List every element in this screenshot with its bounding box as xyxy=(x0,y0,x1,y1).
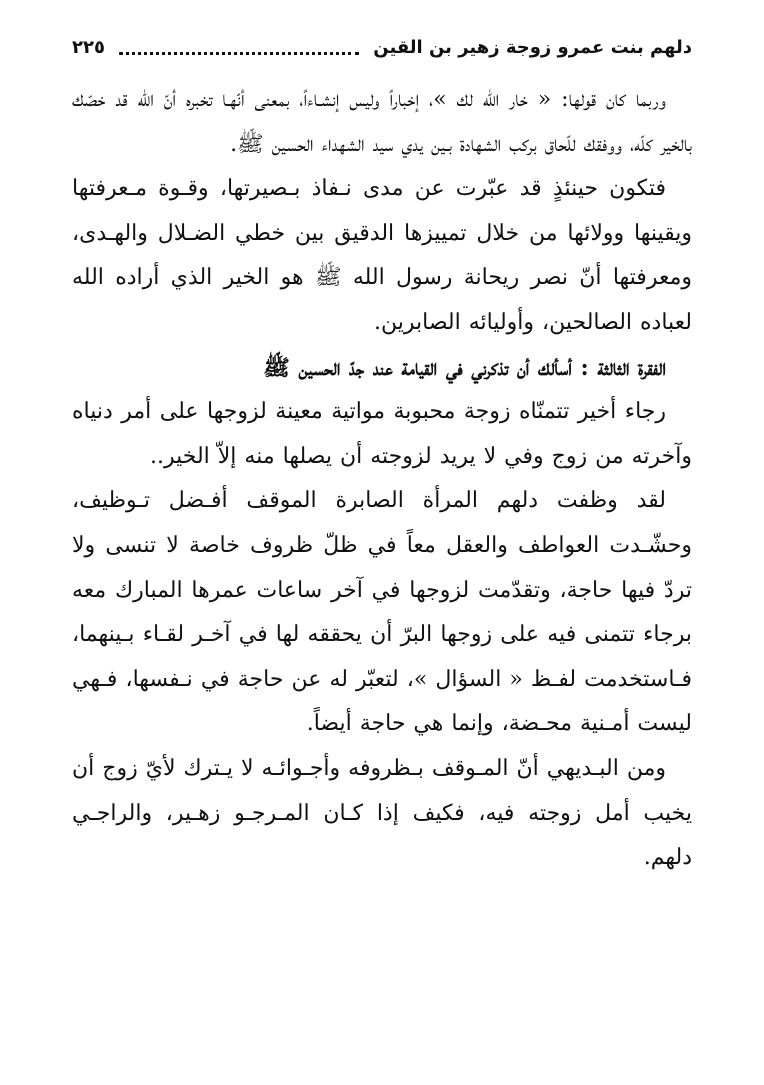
body-text xyxy=(72,78,692,1058)
leader-dots xyxy=(119,52,359,55)
paragraph-4: لقد وظفت دلهم المرأة الصابرة الموقف أفـضل تـوظيف، وحشّـدت العواطف والعقل معاً في ظلّ ظروف خاصة لا تنسى ولا تردّ فيها حاجة، وتقدّمت لزوجها في آخر ساعات عمرها المبارك معه برجاء تتمنى فيه على زوجها البرّ أن يحققه لها في آخـر لقـاء بـينهما، فـاستخدمت لفـظ « السؤال »، لتعبّر له عن حاجة في نـفسها، فـهي ليست أمـنية محـضة، وإنما هي حاجة أيضاً. xyxy=(72,488,692,737)
page-number: ٢٢٥ xyxy=(72,36,105,58)
paragraph-3: رجاء أخير تتمنّاه زوجة محبوبة مواتية معينة لزوجها على أمر دنياه وآخرته من زوج وفي لا يريد لزوجته أن يصلها منه إلاّ الخير.. xyxy=(72,399,692,469)
running-title: دلهم بنت عمرو زوجة زهير بن القين xyxy=(373,36,692,58)
paragraph-2: فتكون حينئذٍ قد عبّرت عن مدى نـفاذ بـصيرتها، وقـوة مـعرفتها ويقينها وولائها من خلال تمييزها الدقيق بين خطي الضـلال والهـدى، ومعرفتها أنّ نصر ريحانة رسول الله ﷺ هو الخير الذي أراده الله لعباده الصالحين، وأوليائه الصابرين. xyxy=(72,176,692,335)
running-header xyxy=(72,30,692,64)
section-heading: الفقرة الثالثة : أسألك أن تذكرني في القيامة عند جدّ الحسين ﷺ xyxy=(263,354,666,381)
paragraph-5: ومن البـديهي أنّ المـوقف بـظروفه وأجـوائـه لا يـترك لأيّ زوج أن يخيب أمل زوجته فيه، فكيف إذا كـان المـرجـو زهـير، والراجـي دلهم. xyxy=(72,755,692,871)
paragraph-1: وربما كان قولها: « خار الله لك »، إخباراً وليس إنشـاءاً، بمعنى أنّهـا تخبره أنّ الله قد خصّك بالخير كلّه، ووفقك للّحاق بركب الشهادة بـين يدي سيد الشهداء الحسين ﷺ. xyxy=(72,87,692,157)
